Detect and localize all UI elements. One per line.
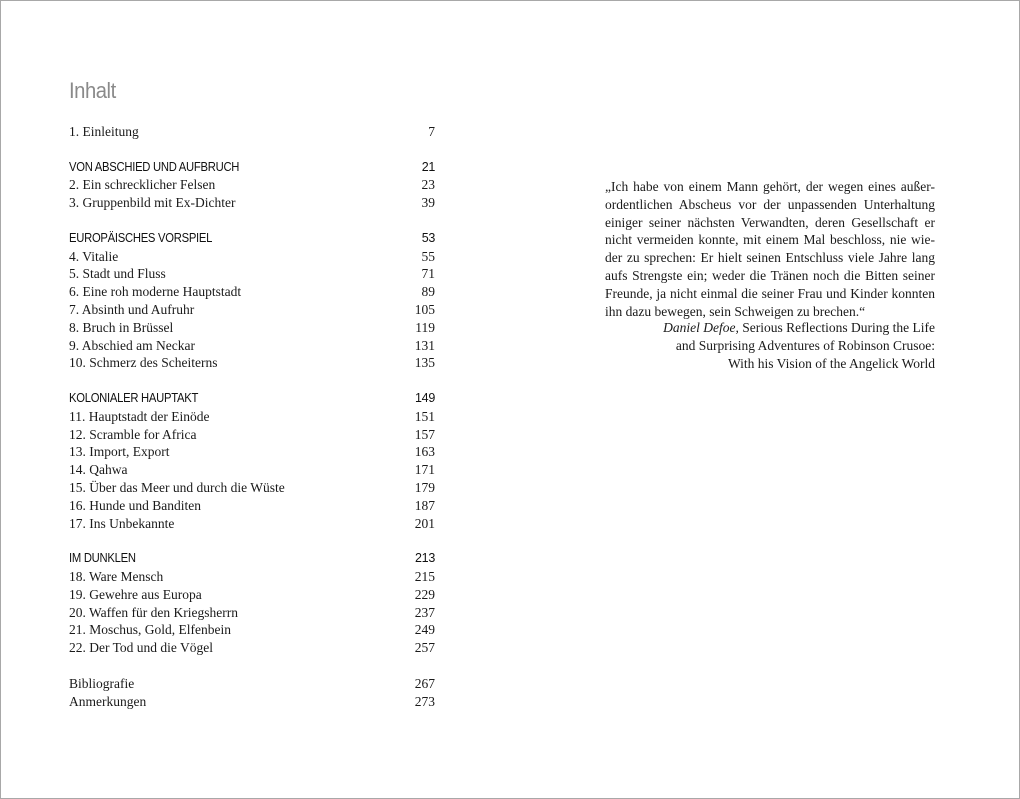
toc-entry-label: 9. Abschied am Neckar	[69, 337, 195, 353]
toc-section-label: KOLONIALER HAUPTAKT	[69, 390, 199, 405]
toc-entry-label: 16. Hunde und Banditen	[69, 497, 201, 513]
toc-entry-label: 22. Der Tod und die Vögel	[69, 640, 214, 656]
toc-entry-label: 14. Qahwa	[69, 462, 128, 478]
toc-entry-label: 15. Über das Meer und durch die Wüste	[69, 479, 285, 495]
toc-entry	[69, 265, 435, 283]
toc-entry-page: 229	[414, 586, 435, 602]
toc-entry-label: 10. Schmerz des Scheiterns	[69, 355, 218, 371]
toc-entry-page: 105	[414, 301, 435, 317]
toc-entry-page: 89	[421, 284, 435, 300]
attribution-line: With his Vision of the Angelick World	[727, 355, 935, 371]
toc-entry	[69, 176, 435, 194]
toc-entry-label: 19. Gewehre aus Europa	[69, 586, 202, 602]
toc-entry	[69, 194, 435, 212]
toc-entry-page: 267	[414, 675, 435, 691]
toc-entry-page: 171	[414, 462, 435, 478]
toc-entry-label: 5. Stadt und Fluss	[69, 266, 166, 282]
toc-entry-page: 55	[421, 248, 435, 264]
toc-entry	[69, 621, 435, 639]
epigraph-line: einiger seiner nächsten Verwandten, deren Gesellschaft er	[605, 214, 935, 230]
toc-entry-label: 13. Import, Export	[69, 444, 170, 460]
epigraph-quote	[605, 178, 935, 320]
toc-entry-page: 215	[414, 568, 435, 584]
toc-entry-page: 163	[414, 444, 435, 460]
epigraph-line: „Ich habe von einem Mann gehört, der wegen eines außer-	[605, 179, 935, 194]
toc-entry	[69, 443, 435, 461]
toc-entry-page: 273	[414, 693, 435, 709]
toc-entry	[69, 301, 435, 319]
toc-section-label: EUROPÄISCHES VORSPIEL	[69, 230, 213, 245]
toc-entry-page: 179	[414, 479, 435, 495]
toc-spacer	[69, 141, 435, 159]
epigraph-attribution	[605, 319, 935, 372]
toc-entry-label: 7. Absinth und Aufruhr	[69, 301, 195, 317]
toc-entry-label: Bibliografie	[69, 675, 135, 691]
toc-entry-page: 131	[414, 337, 435, 353]
toc-entry-label: 3. Gruppenbild mit Ex-Dichter	[69, 195, 236, 211]
toc-spacer	[69, 532, 435, 550]
toc-entry	[69, 461, 435, 479]
toc-section-heading	[69, 230, 435, 248]
toc-entry-label: 21. Moschus, Gold, Elfenbein	[69, 622, 231, 638]
toc-entry-label: 2. Ein schrecklicher Felsen	[69, 177, 216, 193]
toc-entry-page: 157	[414, 426, 435, 442]
toc-entry	[69, 515, 435, 533]
toc-section-page: 53	[421, 230, 435, 245]
epigraph-line: ihn dazu bewegen, sein Schweigen zu brechen.“	[605, 303, 866, 319]
toc-entry-page: 7	[428, 124, 435, 139]
toc-section-page: 213	[415, 551, 435, 566]
toc-spacer	[69, 372, 435, 390]
toc-entry	[69, 693, 435, 711]
toc-section-page: 21	[421, 159, 435, 174]
toc-spacer	[69, 212, 435, 230]
epigraph-line: aufs Strengste ein; weder die Tränen noch die Bitten seiner	[605, 267, 935, 283]
toc-entry-label: 8. Bruch in Brüssel	[69, 319, 174, 335]
toc-entry-label: Anmerkungen	[69, 693, 147, 709]
toc-section-heading	[69, 159, 435, 177]
toc-entry	[69, 479, 435, 497]
toc-section-heading	[69, 390, 435, 408]
toc-entry-label: 18. Ware Mensch	[69, 568, 164, 584]
toc-section-heading	[69, 550, 435, 568]
attribution-line: and Surprising Adventures of Robinson Crusoe:	[675, 337, 935, 353]
toc-entry-label: 20. Waffen für den Kriegsherrn	[69, 604, 238, 620]
attribution-line	[605, 319, 935, 337]
toc-section-label: IM DUNKLEN	[69, 551, 136, 566]
epigraph-line: Freunde, ja nicht einmal die seiner Frau und Kinder konnten	[605, 285, 935, 301]
epigraph-line: nicht vermeiden konnte, mit einem Mal beschloss, nie wie-	[605, 232, 935, 248]
epigraph-line: der zu sprechen: Er hielt seinen Entschluss viele Jahre lang	[605, 250, 935, 266]
toc-entry-page: 237	[414, 604, 435, 620]
toc-entry	[69, 675, 435, 693]
toc-title: Inhalt	[69, 78, 116, 103]
toc-entry-label: 11. Hauptstadt der Einöde	[69, 408, 210, 424]
toc-entry-page: 71	[421, 266, 435, 282]
toc-entry-label: 17. Ins Unbekannte	[69, 515, 175, 531]
toc-spacer	[69, 657, 435, 675]
toc-entry-page: 249	[414, 622, 435, 638]
toc-entry-page: 39	[421, 195, 435, 211]
toc-entry-page: 187	[414, 497, 435, 513]
toc-entry	[69, 639, 435, 657]
toc-entry-page: 257	[414, 640, 435, 656]
toc-section-label: VON ABSCHIED UND AUFBRUCH	[69, 159, 240, 174]
toc-entry	[69, 604, 435, 622]
toc-entry	[69, 337, 435, 355]
epigraph-line: ordentlichen Abscheus vor der unpassenden Unterhaltung	[605, 196, 935, 212]
toc-entry-label: 4. Vitalie	[69, 248, 119, 264]
toc-entry	[69, 497, 435, 515]
table-of-contents	[69, 123, 435, 710]
toc-entry-page: 23	[421, 177, 435, 193]
epigraph-source: Serious Reflections During the Life	[738, 320, 935, 335]
toc-entry-page: 135	[414, 355, 435, 371]
toc-entry-page: 151	[414, 408, 435, 424]
toc-entry	[69, 426, 435, 444]
toc-entry-page: 201	[414, 515, 435, 531]
epigraph-author: Daniel Defoe,	[663, 320, 739, 335]
toc-entry	[69, 319, 435, 337]
toc-section-page: 149	[415, 390, 435, 405]
toc-entry-label: 6. Eine roh moderne Hauptstadt	[69, 284, 242, 300]
toc-entry	[69, 408, 435, 426]
toc-entry	[69, 123, 435, 141]
toc-entry	[69, 568, 435, 586]
toc-entry-label: 1. Einleitung	[69, 124, 139, 139]
toc-entry	[69, 248, 435, 266]
toc-entry	[69, 354, 435, 372]
toc-entry	[69, 283, 435, 301]
toc-entry-label: 12. Scramble for Africa	[69, 426, 197, 442]
toc-entry	[69, 586, 435, 604]
toc-entry-page: 119	[415, 319, 435, 335]
